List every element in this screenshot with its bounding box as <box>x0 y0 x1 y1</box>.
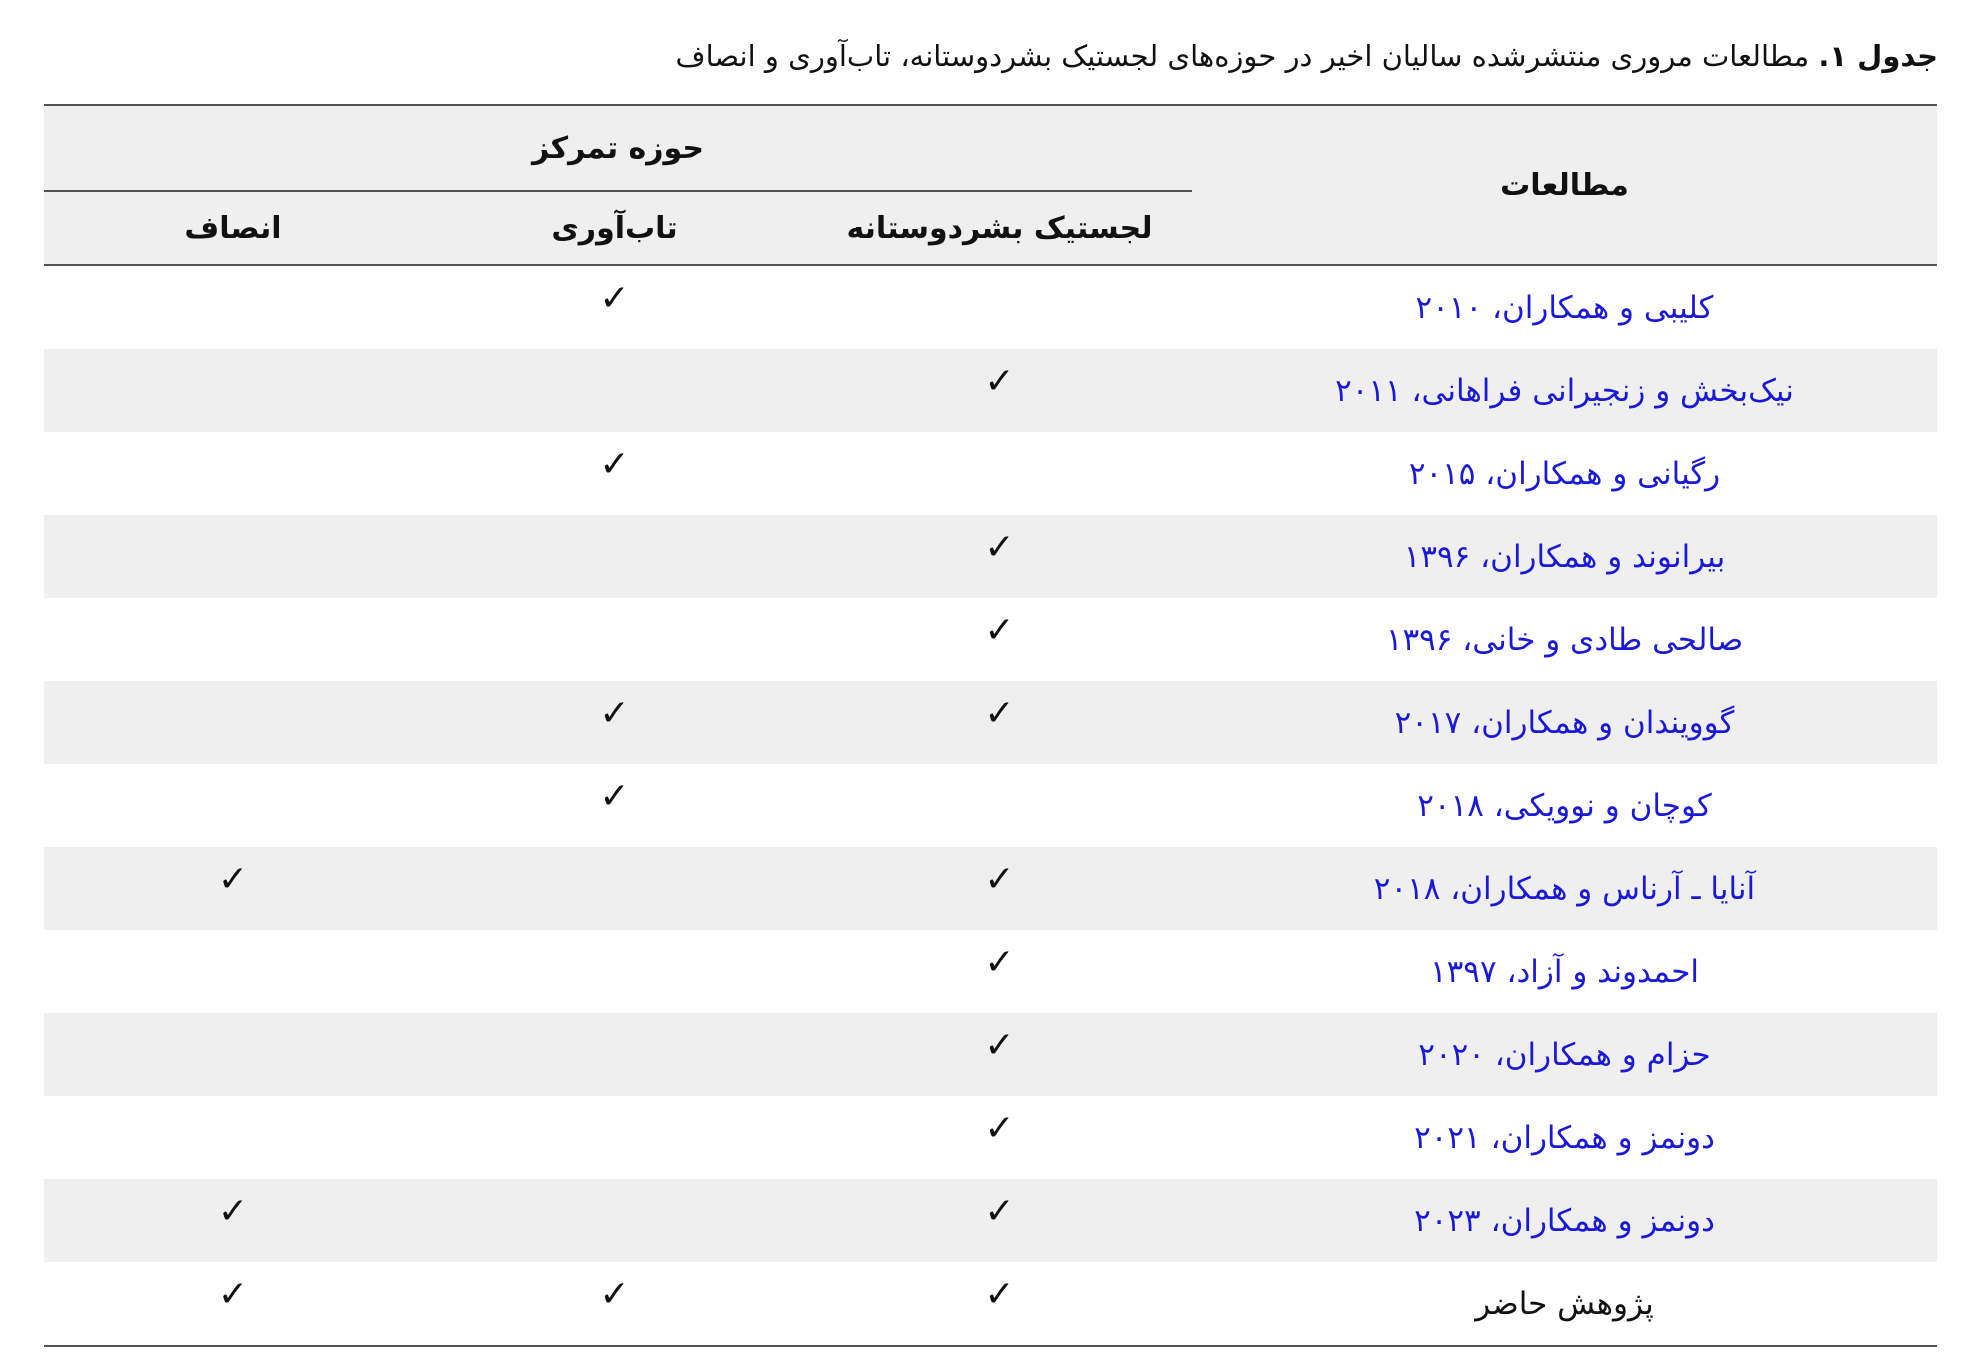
cell-resilience <box>422 265 807 349</box>
cell-humanitarian-logistics <box>807 1262 1192 1346</box>
cell-equity <box>44 764 422 847</box>
check-mark-icon: ✓ <box>984 526 1015 568</box>
cell-humanitarian-logistics <box>807 764 1192 847</box>
cell-humanitarian-logistics <box>807 1179 1192 1262</box>
table-row <box>44 1262 1937 1346</box>
check-mark-icon: ✓ <box>217 1273 249 1315</box>
check-mark-icon: ✓ <box>984 941 1015 983</box>
table-row <box>44 1096 1937 1179</box>
table-row <box>44 432 1937 515</box>
header-humanitarian-logistics: لجستیک بشردوستانه <box>807 191 1192 265</box>
table-body <box>44 265 1937 1346</box>
study-citation-link[interactable]: نیک‌بخش و زنجیرانی فراهانی، ۲۰۱۱ <box>1192 349 1937 432</box>
table-row <box>44 598 1937 681</box>
check-mark-icon: ✓ <box>217 858 249 900</box>
study-citation-link[interactable]: صالحی طادی و خانی، ۱۳۹۶ <box>1385 621 1744 658</box>
table-row <box>44 930 1937 1013</box>
cell-resilience <box>422 930 807 1013</box>
cell-equity <box>44 515 422 598</box>
header-studies: مطالعات <box>1192 105 1937 265</box>
check-mark-icon: ✓ <box>599 775 630 817</box>
cell-equity <box>44 1096 422 1179</box>
cell-equity <box>44 930 422 1013</box>
table-caption <box>38 34 1938 78</box>
cell-resilience <box>422 349 807 432</box>
table-row <box>44 1179 1937 1262</box>
cell-humanitarian-logistics <box>807 349 1192 432</box>
check-mark-icon: ✓ <box>599 1273 630 1315</box>
caption-label: جدول ۱. <box>1818 39 1938 73</box>
cell-resilience <box>422 1096 807 1179</box>
study-cell-current-research: پژوهش حاضر <box>1192 1262 1937 1346</box>
study-citation-link[interactable]: احمدوند و آزاد، ۱۳۹۷ <box>1430 953 1699 990</box>
check-mark-icon: ✓ <box>599 277 630 319</box>
table-row <box>44 515 1937 598</box>
study-citation-link[interactable]: حزام و همکاران، ۲۰۲۰ <box>1192 1013 1937 1096</box>
cell-resilience <box>422 847 807 930</box>
cell-resilience <box>422 1262 807 1346</box>
cell-equity <box>44 265 422 349</box>
header-focus-group: حوزه تمرکز <box>44 105 1192 191</box>
study-citation-link[interactable]: بیرانوند و همکاران، ۱۳۹۶ <box>1192 515 1937 598</box>
cell-equity <box>44 847 422 930</box>
cell-humanitarian-logistics <box>807 598 1192 681</box>
cell-equity <box>44 1262 422 1346</box>
check-mark-icon: ✓ <box>984 692 1015 734</box>
cell-equity <box>44 1013 422 1096</box>
table-row <box>44 349 1937 432</box>
cell-resilience <box>422 598 807 681</box>
cell-humanitarian-logistics <box>807 515 1192 598</box>
cell-resilience <box>422 681 807 764</box>
table-row <box>44 764 1937 847</box>
table-row <box>44 265 1937 349</box>
study-citation-link[interactable]: رگیانی و همکاران، ۲۰۱۵ <box>1408 455 1721 492</box>
check-mark-icon: ✓ <box>599 692 630 734</box>
check-mark-icon: ✓ <box>984 1273 1015 1315</box>
cell-equity <box>44 681 422 764</box>
table-row <box>44 847 1937 930</box>
cell-resilience <box>422 432 807 515</box>
review-table <box>44 104 1937 1347</box>
table-row <box>44 681 1937 764</box>
cell-humanitarian-logistics <box>807 930 1192 1013</box>
cell-humanitarian-logistics <box>807 847 1192 930</box>
check-mark-icon: ✓ <box>984 1024 1015 1066</box>
check-mark-icon: ✓ <box>217 1190 249 1232</box>
header-equity: انصاف <box>44 191 422 265</box>
check-mark-icon: ✓ <box>599 443 630 485</box>
check-mark-icon: ✓ <box>984 609 1015 651</box>
cell-resilience <box>422 1179 807 1262</box>
cell-humanitarian-logistics <box>807 681 1192 764</box>
cell-resilience <box>422 764 807 847</box>
table-row <box>44 1013 1937 1096</box>
cell-humanitarian-logistics <box>807 1096 1192 1179</box>
check-mark-icon: ✓ <box>984 360 1015 402</box>
study-citation-link[interactable]: کوچان و نوویکی، ۲۰۱۸ <box>1417 787 1712 824</box>
cell-humanitarian-logistics <box>807 1013 1192 1096</box>
cell-resilience <box>422 1013 807 1096</box>
cell-resilience <box>422 515 807 598</box>
study-citation-link[interactable]: دونمز و همکاران، ۲۰۲۳ <box>1192 1179 1937 1262</box>
cell-equity <box>44 349 422 432</box>
study-citation-link[interactable]: دونمز و همکاران، ۲۰۲۱ <box>1414 1119 1715 1156</box>
cell-equity <box>44 432 422 515</box>
cell-equity <box>44 598 422 681</box>
study-citation-link[interactable]: آنایا ـ آرناس و همکاران، ۲۰۱۸ <box>1192 847 1937 930</box>
study-citation-link[interactable]: گوویندان و همکاران، ۲۰۱۷ <box>1192 681 1937 764</box>
cell-equity <box>44 1179 422 1262</box>
review-table-wrapper <box>44 104 1937 1347</box>
study-citation-link[interactable]: کلیبی و همکاران، ۲۰۱۰ <box>1415 289 1714 326</box>
cell-humanitarian-logistics <box>807 265 1192 349</box>
table-header <box>44 105 1937 265</box>
check-mark-icon: ✓ <box>984 858 1015 900</box>
check-mark-icon: ✓ <box>984 1107 1015 1149</box>
header-resilience: تاب‌آوری <box>422 191 807 265</box>
check-mark-icon: ✓ <box>984 1190 1015 1232</box>
caption-text: مطالعات مروری منتشرشده سالیان اخیر در حوزه‌های لجستیک بشردوستانه، تاب‌آوری و انصاف <box>675 39 1810 73</box>
cell-humanitarian-logistics <box>807 432 1192 515</box>
